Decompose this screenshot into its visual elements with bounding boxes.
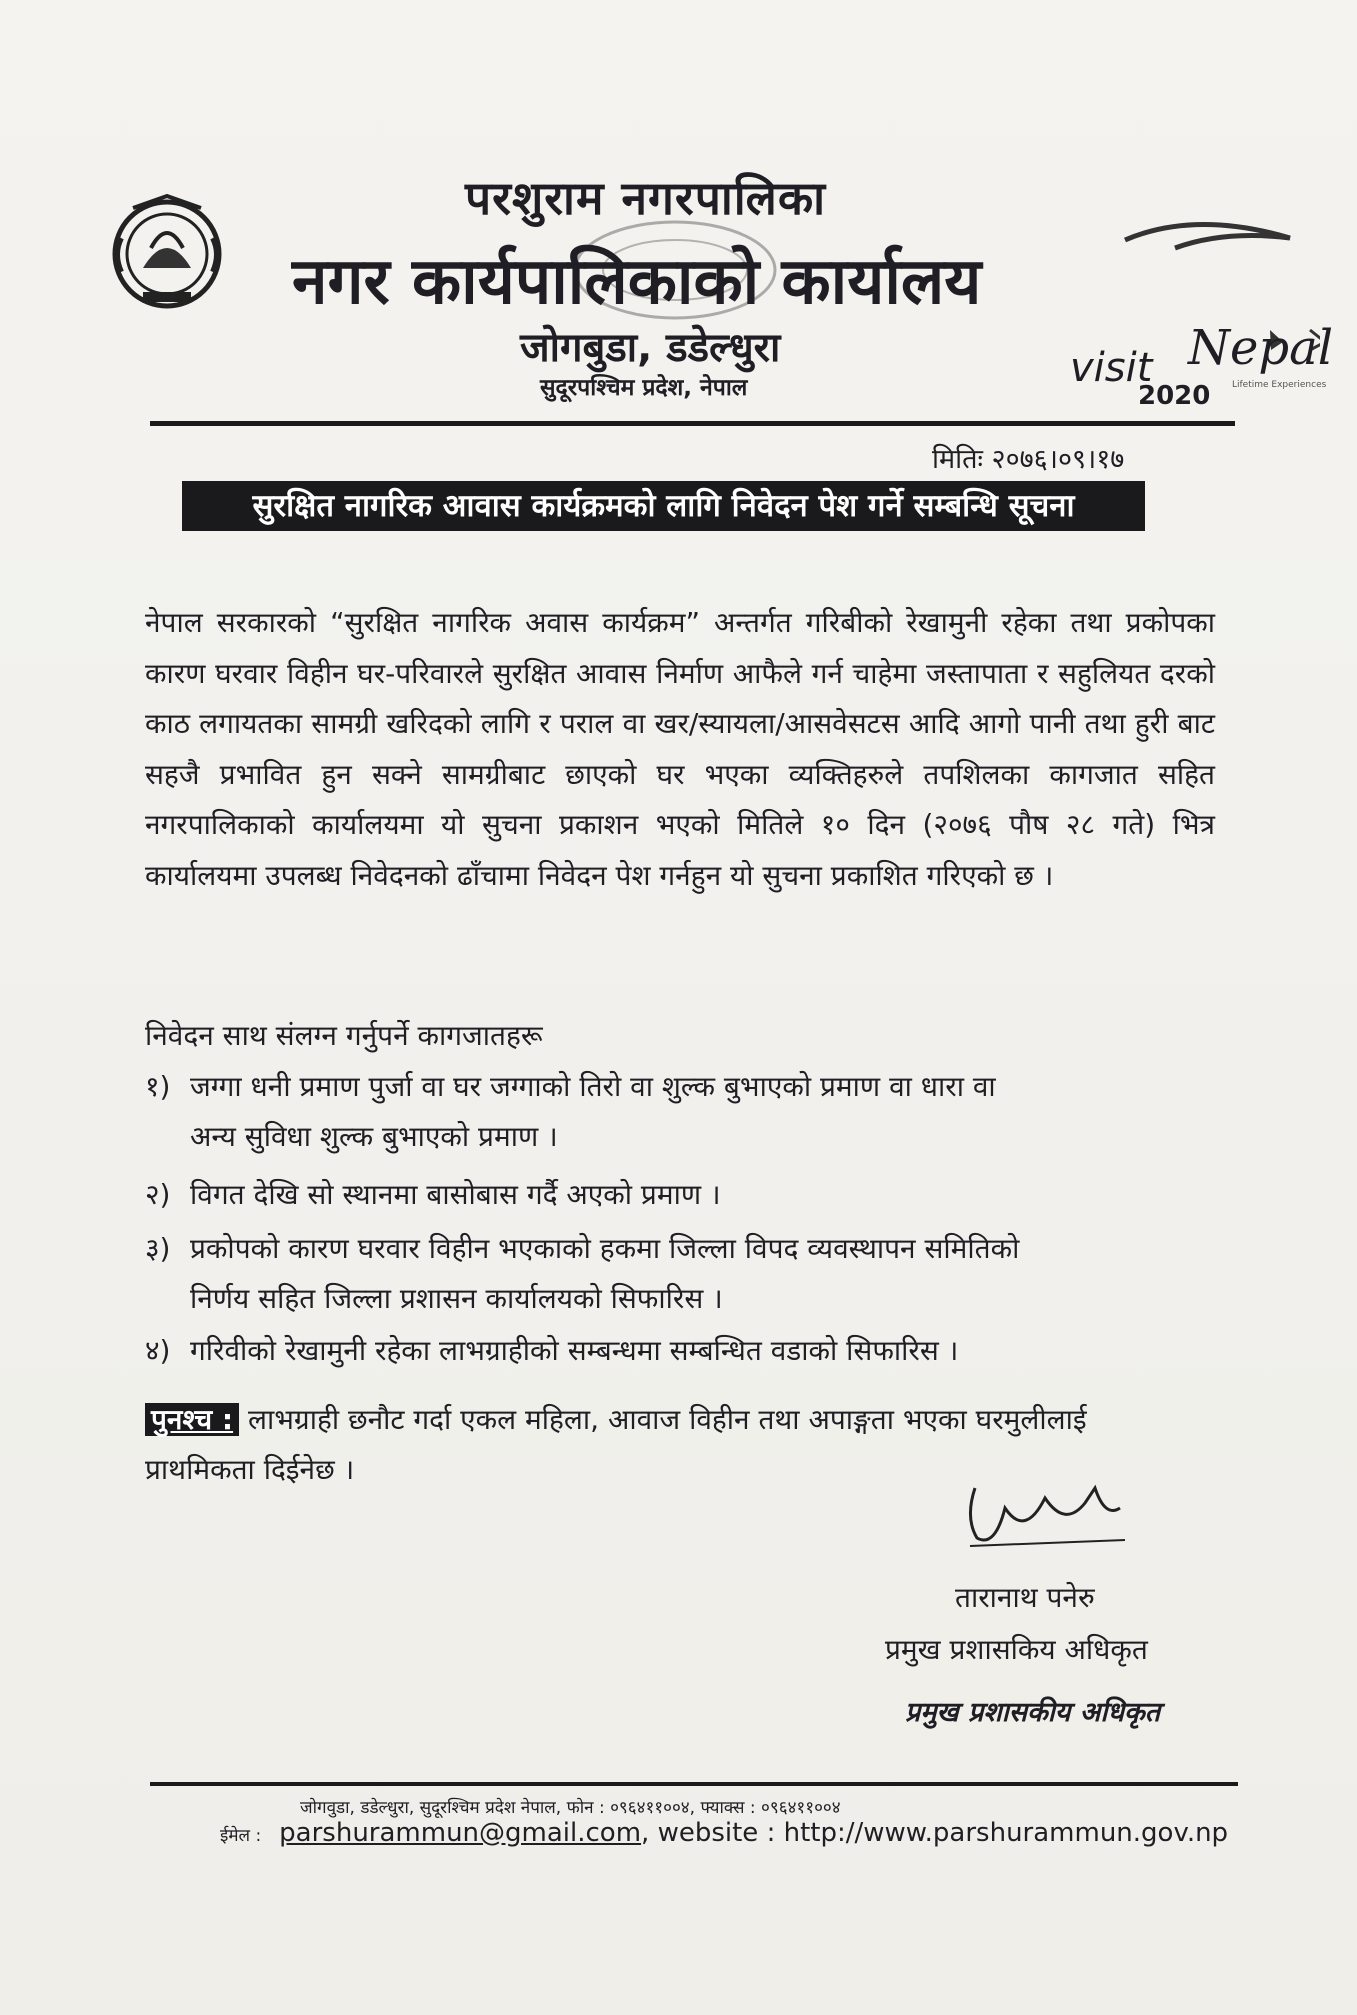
email-link[interactable]: parshurammun@gmail.com [279,1818,642,1848]
signatory-stamp: प्रमुख प्रशासकीय अधिकृत [905,1697,1161,1728]
signatory-name: तारानाथ पनेरु [955,1581,1095,1614]
nepal-label: Nepal [1188,320,1334,376]
requirement-text-continued: निर्णय सहित जिल्ला प्रशासन कार्यालयको सिफारिस । [190,1282,723,1315]
visit-label: visit [1070,345,1153,391]
footer-contact [220,1818,1228,1848]
requirement-item [145,1170,1145,1220]
postscript-label: पुनश्च : [145,1403,239,1436]
province-country: सुदूरपश्चिम प्रदेश, नेपाल [540,375,748,401]
footer-address: जोगवुडा, डडेल्धुरा, सुदूरश्चिम प्रदेश नेपाल, फोन : ०९६४११००४, फ्याक्स : ०९६४११००४ [300,1798,841,1818]
requirement-number: १) [145,1070,171,1103]
requirement-item [145,1224,1145,1324]
office-name: नगर कार्यपालिकाको कार्यालय [292,245,982,319]
requirement-item [145,1326,1145,1376]
requirement-number: ४) [145,1334,171,1367]
requirement-item [145,1062,1145,1162]
notice-title: सुरक्षित नागरिक आवास कार्यक्रमको लागि निवेदन पेश गर्ने सम्बन्धि सूचना [182,481,1145,531]
documents-heading: निवेदन साथ संलग्न गर्नुपर्ने कागजातहरू [145,1019,543,1052]
signatory-role: प्रमुख प्रशासकिय अधिकृत [885,1633,1148,1666]
notice-date: मितिः २०७६।०९।१७ [932,444,1125,475]
website-text[interactable]: , website : http://www.parshurammun.gov.np [641,1818,1229,1848]
requirement-text-continued: अन्य सुविधा शुल्क बुभाएको प्रमाण । [190,1120,558,1153]
requirement-number: २) [145,1178,171,1211]
requirement-text: विगत देखि सो स्थानमा बासोबास गर्दै अएको प्रमाण । [190,1178,721,1211]
header-divider [150,421,1235,426]
municipality-name: परशुराम नगरपालिका [465,171,827,225]
footer-divider [150,1782,1238,1786]
postscript-text: लाभग्राही छनौट गर्दा एकल महिला, आवाज विहीन तथा अपाङ्गता भएका घरमुलीलाई प्राथमिकता दिईनेछ । [145,1403,1087,1486]
office-location: जोगबुडा, डडेल्धुरा [520,325,781,371]
visit-year: 2020 [1138,381,1211,411]
requirement-text: जग्गा धनी प्रमाण पुर्जा वा घर जग्गाको तिरो वा शुल्क बुभाएको प्रमाण वा धारा वा [190,1070,996,1103]
visit-tagline: Lifetime Experiences [1232,380,1327,390]
nepal-government-emblem-icon [103,188,231,316]
requirement-text: गरिवीको रेखामुनी रहेका लाभग्राहीको सम्बन्धमा सम्बन्धित वडाको सिफारिस । [190,1334,959,1367]
requirement-number: ३) [145,1232,171,1265]
handwritten-signature-icon [955,1478,1130,1558]
requirement-text: प्रकोपको कारण घरवार विहीन भएकाको हकमा जिल्ला विपद व्यवस्थापन समितिको [190,1232,1020,1265]
email-label: ईमेल : [220,1826,262,1846]
notice-body-paragraph: नेपाल सरकारको “सुरक्षित नागरिक अवास कार्यक्रम” अन्तर्गत गरिबीको रेखामुनी रहेका तथा प्रकोपका कारण घरवार विहीन घर-परिवारले सुरक्षित आवास निर्माण आफैले गर्न चाहेमा जस्तापाता र सहुलियत दरको काठ लगायतका सामग्री खरिदको लागि र पराल वा खर/स्यायला/आसवेसटस आदि आगो पानी तथा हुरी बाट सहजै प्रभावित हुन सक्ने सामग्रीबाट छाएको घर भएका व्यक्तिहरुले तपशिलका कागजात सहित नगरपालिकाको कार्यालयमा यो सुचना प्रकाशन भएको मितिले १० दिन (२०७६ पौष २८ गते) भित्र कार्यालयमा उपलब्ध निवेदनको ढाँचामा निवेदन पेश गर्नहुन यो सुचना प्रकाशित गरिएको छ । [145,606,1215,892]
